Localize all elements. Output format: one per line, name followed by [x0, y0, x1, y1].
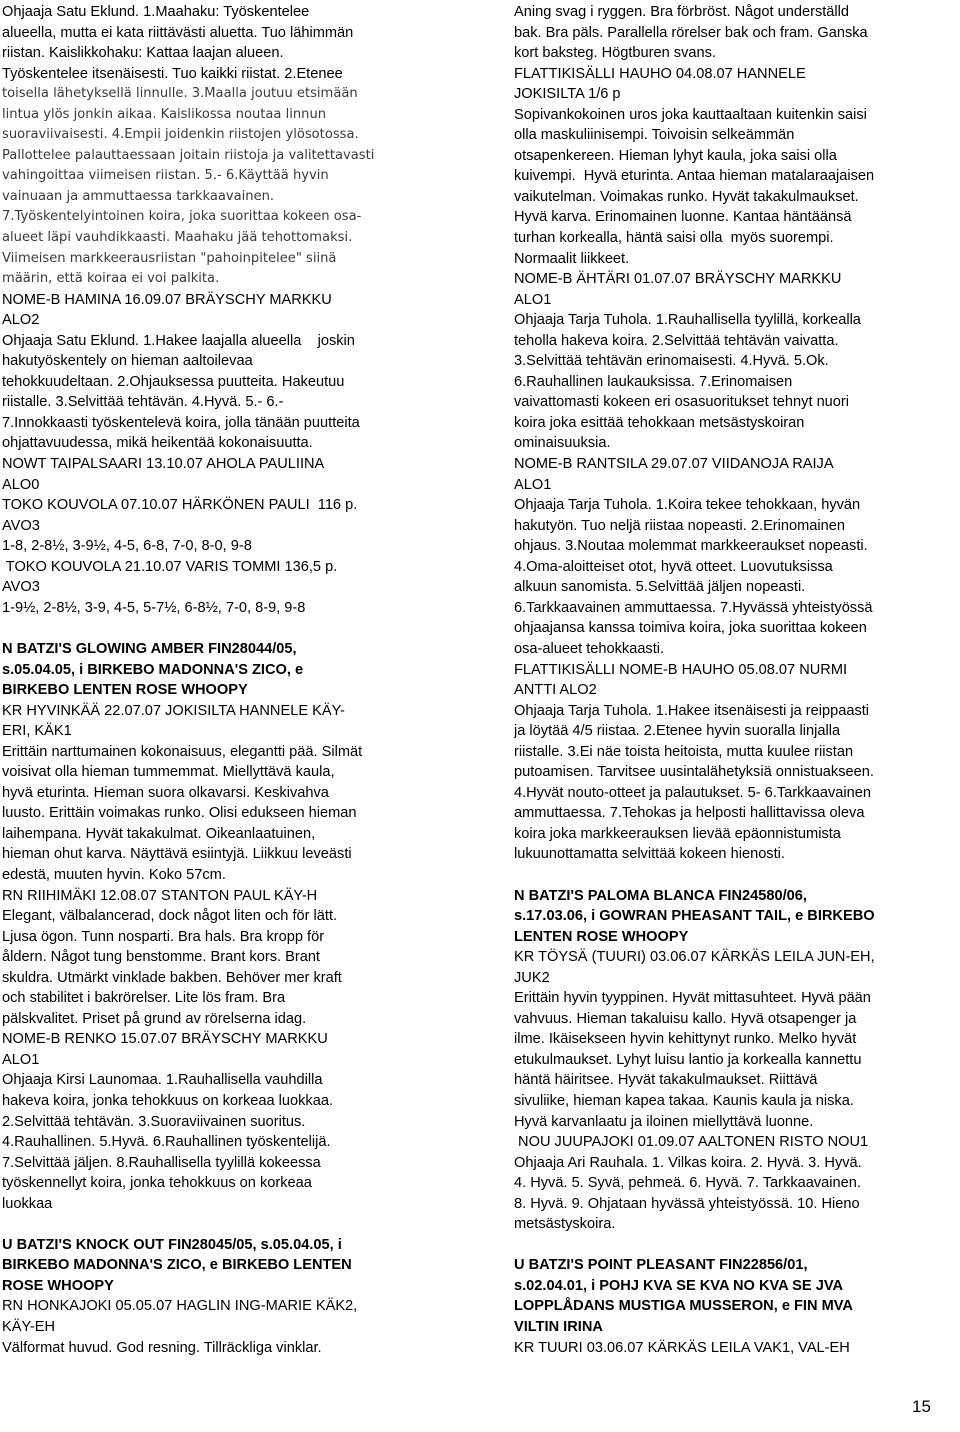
text-line: kuivempi. Hyvä eturinta. Antaa hieman matalaraajaisen — [514, 168, 875, 185]
text-line: ja löytää 4/5 riistaa. 2.Etenee hyvin suoralla linjalla — [514, 723, 841, 740]
text-line: riistalle. 3.Selvittää tehtävän. 4.Hyvä. 5.- 6.- — [2, 394, 284, 411]
text-line: åldern. Något tung benstomme. Brant kors. Brant — [2, 949, 320, 966]
text-line: KR HYVINKÄÄ 22.07.07 JOKISILTA HANNELE KÄY- — [2, 702, 345, 719]
text-line: työskennellyt koira, jonka tehokkuus on korkeaa — [2, 1175, 312, 1192]
text-line: 1-8, 2-8½, 3-9½, 4-5, 6-8, 7-0, 8-0, 9-8 — [2, 538, 252, 555]
text-line: Hyvä karva. Erinomainen luonne. Kantaa häntäänsä — [514, 209, 852, 226]
text-line: Viimeisen markkeerausriistan "pahoinpitelee" siinä — [2, 250, 337, 266]
text-line: riistan. Kaislikkohaku: Kattaa laajan alueen. — [2, 45, 284, 62]
text-line: 7.Selvittää jäljen. 8.Rauhallisella tyylillä kokeessa — [2, 1154, 321, 1171]
text-line: JUK2 — [514, 969, 550, 986]
text-line: 1-9½, 2-8½, 3-9, 4-5, 5-7½, 6-8½, 7-0, 8-9, 9-8 — [2, 599, 306, 616]
left-column — [2, 2, 454, 1358]
text-line: putoamisen. Tarvitsee uusintalähetyksiä onnistuakseen. — [514, 764, 874, 781]
text-line: KÄY-EH — [2, 1319, 55, 1335]
text-line: NOU JUUPAJOKI 01.09.07 AALTONEN RISTO NOU1 — [514, 1134, 869, 1151]
entry-heading-line: s.05.04.05, i BIRKEBO MADONNA'S ZICO, e — [2, 661, 304, 678]
entry-heading-line: BIRKEBO MADONNA'S ZICO, e BIRKEBO LENTEN — [2, 1257, 352, 1274]
text-line: voisivat olla hieman tummemmat. Miellyttävä kaula, — [2, 764, 335, 781]
text-line: 3.Selvittää tehtävän erinomaisesti. 4.Hyvä. 5.Ok. — [514, 353, 829, 370]
text-line: Ohjaaja Satu Eklund. 1.Hakee laajalla alueella joskin — [2, 332, 355, 349]
text-line: ALO0 — [2, 476, 40, 493]
text-line: vahingoittaa viimeisen riistan. 5.- 6.Käyttää hyvin — [2, 168, 329, 184]
paragraph-gap — [514, 1235, 960, 1256]
text-line: vahvuus. Hieman takaluisu kallo. Hyvä otsapenger ja — [514, 1010, 857, 1027]
text-line: hyvä eturinta. Hieman suora olkavarsi. Keskivahva — [2, 784, 329, 801]
text-line: otsapenkereen. Hieman lyhyt kaula, joka saisi olla — [514, 147, 837, 164]
text-line: FLATTIKISÄLLI NOME-B HAUHO 05.08.07 NURMI — [514, 661, 848, 678]
text-line: suoraviivaisesti. 4.Empii joidenkin riistojen ylösotossa. — [2, 127, 359, 143]
text-line: koira joka markkeerauksen lievää epäonnistumista — [514, 825, 841, 842]
entry-heading-line: LOPPLÅDANS MUSTIGA MUSSERON, e FIN MVA — [514, 1298, 853, 1315]
text-line: lintua ylös jonkin aikaa. Kaislikossa noutaa linnun — [2, 106, 327, 122]
text-line: kort baksteg. Högtburen svans. — [514, 45, 716, 62]
text-line: ALO1 — [514, 291, 552, 308]
text-line: osa-alueet tehokkaasti. — [514, 640, 665, 657]
text-line: ilme. Ikäisekseen hyvin kehittynyt runko. Melko hyvät — [514, 1031, 857, 1048]
text-line: hakutyöskentely on hieman aaltoilevaa — [2, 353, 253, 370]
text-line: Ohjaaja Ari Rauhala. 1. Vilkas koira. 2. Hyvä. 3. Hyvä. — [514, 1154, 862, 1171]
text-line: metsästyskoira. — [514, 1216, 616, 1233]
entry-heading-line: N BATZI'S GLOWING AMBER FIN28044/05, — [2, 640, 297, 657]
text-line: ammuttaessa. 7.Tehokas ja helposti hallittavissa oleva — [514, 805, 865, 822]
text-line: Aning svag i ryggen. Bra förbröst. Något underställd — [514, 4, 850, 20]
text-line: hieman ohut karva. Näyttävä esiintyjä. Liikkuu leveästi — [2, 846, 352, 863]
text-line: Ohjaaja Tarja Tuhola. 1.Koira tekee tehokkaan, hyvän — [514, 497, 861, 514]
text-line: 4. Hyvä. 5. Syvä, pehmeä. 6. Hyvä. 7. Tarkkaavainen. — [514, 1175, 861, 1192]
text-line: ERI, KÄK1 — [2, 723, 72, 740]
text-line: 7.Innokkaasti työskentelevä koira, jolla tänään puutteita — [2, 414, 360, 431]
entry-heading-line: U BATZI'S KNOCK OUT FIN28045/05, s.05.04.05, i — [2, 1236, 342, 1253]
text-line: och stabilitet i bakrörelser. Lite lös fram. Bra — [2, 990, 286, 1007]
text-line: luokkaa — [2, 1195, 53, 1212]
text-line: 7.Työskentelyintoinen koira, joka suorittaa kokeen osa- — [2, 209, 362, 225]
text-line: KR TUURI 03.06.07 KÄRKÄS LEILA VAK1, VAL-EH — [514, 1339, 850, 1356]
text-line: vaikutelman. Voimakas runko. Hyvät takakulmaukset. — [514, 188, 859, 205]
text-line: vaivattomasti kokeen eri osasuoritukset tehnyt nuori — [514, 394, 850, 411]
page-number: 15 — [912, 1397, 931, 1416]
text-line: Elegant, välbalancerad, dock något liten och för lätt. — [2, 908, 338, 925]
text-line: häntä häiritsee. Hyvät takakulmaukset. Riittävä — [514, 1072, 818, 1089]
text-line: NOME-B RANTSILA 29.07.07 VIIDANOJA RAIJA — [514, 456, 834, 473]
right-column — [514, 2, 960, 1358]
text-line: toisella lähetyksellä linnulle. 3.Maalla joutuu etsimään — [2, 86, 358, 102]
text-line: Hyvä karvanlaatu ja iloinen miellyttävä luonne. — [514, 1113, 814, 1130]
entry-heading-line: LENTEN ROSE WHOOPY — [514, 928, 689, 945]
text-line: NOME-B ÄHTÄRI 01.07.07 BRÄYSCHY MARKKU — [514, 271, 842, 288]
text-line: AVO3 — [2, 579, 40, 596]
text-line: vainuaan ja ammuttaessa tarkkaavainen. — [2, 188, 275, 204]
text-line: ANTTI ALO2 — [514, 682, 597, 699]
text-line: alkuun sanomista. 5.Selvittää jäljen nopeasti. — [514, 579, 806, 596]
text-line: pälskvalitet. Priset på grund av rörelserna idag. — [2, 1010, 307, 1027]
entry-heading-line: N BATZI'S PALOMA BLANCA FIN24580/06, — [514, 887, 807, 904]
entry-heading-line: ROSE WHOOPY — [2, 1277, 114, 1294]
text-line: KR TÖYSÄ (TUURI) 03.06.07 KÄRKÄS LEILA JUN-EH, — [514, 949, 875, 966]
text-line: NOME-B HAMINA 16.09.07 BRÄYSCHY MARKKU — [2, 291, 332, 308]
text-line: Erittäin hyvin tyyppinen. Hyvät mittasuhteet. Hyvä pään — [514, 990, 871, 1007]
text-line: lukuunottamatta selvittää kokeen hienosti. — [514, 846, 785, 863]
text-line: ominaisuuksia. — [514, 435, 611, 452]
text-line: RN HONKAJOKI 05.05.07 HAGLIN ING-MARIE KÄK2, — [2, 1298, 358, 1315]
text-line: NOME-B RENKO 15.07.07 BRÄYSCHY MARKKU — [2, 1031, 328, 1048]
text-line: tehokkuudeltaan. 2.Ohjauksessa puutteita. Hakeutuu — [2, 373, 345, 390]
text-line: ohjaus. 3.Noutaa molemmat markkeeraukset nopeasti. — [514, 538, 868, 555]
text-line: TOKO KOUVOLA 21.10.07 VARIS TOMMI 136,5 p. — [2, 558, 338, 575]
text-line: Erittäin narttumainen kokonaisuus, elegantti pää. Silmät — [2, 743, 363, 760]
text-line: RN RIIHIMÄKI 12.08.07 STANTON PAUL KÄY-H — [2, 887, 318, 904]
entry-heading-line: s.17.03.06, i GOWRAN PHEASANT TAIL, e BIRKEBO — [514, 908, 875, 925]
text-line: 4.Rauhallinen. 5.Hyvä. 6.Rauhallinen työskentelijä. — [2, 1134, 331, 1151]
text-line: ohjaajansa kanssa toimiva koira, joka suorittaa kokeen — [514, 620, 867, 637]
text-line: ALO1 — [514, 476, 552, 493]
text-line: määrin, että koiraa ei voi palkita. — [2, 271, 220, 287]
paragraph-gap — [2, 1214, 454, 1235]
paragraph-gap — [2, 618, 454, 639]
text-line: ALO1 — [2, 1051, 40, 1068]
text-line: sivuliike, hieman kapea takaa. Kaunis kaula ja niska. — [514, 1092, 854, 1109]
text-line: 2.Selvittää tehtävän. 3.Suoraviivainen suoritus. — [2, 1113, 306, 1130]
text-line: edestä, muuten hyvin. Koko 57cm. — [2, 866, 226, 883]
text-line: Ljusa ögon. Tunn nosparti. Bra hals. Bra kropp för — [2, 928, 325, 945]
text-line: Ohjaaja Tarja Tuhola. 1.Rauhallisella tyylillä, korkealla — [514, 312, 861, 329]
text-line: luusto. Erittäin voimakas runko. Olisi edukseen hieman — [2, 805, 357, 822]
text-line: hakeva koira, jonka tehokkuus on korkeaa luokkaa. — [2, 1092, 333, 1109]
text-line: ALO2 — [2, 312, 40, 329]
text-line: laihempana. Hyvät takakulmat. Oikeanlaatuinen, — [2, 825, 316, 842]
text-line: 6.Rauhallinen laukauksissa. 7.Erinomaisen — [514, 373, 793, 390]
entry-heading-line: BIRKEBO LENTEN ROSE WHOOPY — [2, 682, 248, 699]
text-line: alueella, mutta ei kata riittävästi aluetta. Tuo lähimmän — [2, 24, 354, 41]
text-line: Sopivankokoinen uros joka kauttaaltaan kuitenkin saisi — [514, 106, 867, 123]
text-line: Ohjaaja Satu Eklund. 1.Maahaku: Työskentelee — [2, 4, 310, 20]
text-line: teholla hakeva koira. 2.Selvittää tehtävän vaivatta. — [514, 332, 839, 349]
text-line: Välformat huvud. God resning. Tillräckliga vinklar. — [2, 1339, 322, 1356]
text-line: Pallottelee palauttaessaan joitain riistoja ja valitettavasti — [2, 147, 375, 163]
text-line: Normaalit liikkeet. — [514, 250, 630, 267]
text-line: skuldra. Utmärkt vinklade bakben. Behöver mer kraft — [2, 969, 342, 986]
text-line: Työskentelee itsenäisesti. Tuo kaikki riistat. 2.Etenee — [2, 65, 343, 82]
text-line: 4.Hyvät nouto-otteet ja palautukset. 5- 6.Tarkkaavainen — [514, 784, 871, 801]
text-line: NOWT TAIPALSAARI 13.10.07 AHOLA PAULIINA — [2, 456, 325, 473]
text-line: olla maskuliinisempi. Toivoisin selkeämmän — [514, 127, 795, 144]
text-line: FLATTIKISÄLLI HAUHO 04.08.07 HANNELE — [514, 65, 806, 82]
text-line: bak. Bra päls. Parallella rörelser bak och fram. Ganska — [514, 24, 868, 41]
text-line: Ohjaaja Tarja Tuhola. 1.Hakee itsenäisesti ja reippaasti — [514, 702, 870, 719]
text-line: alueet läpi vauhdikkaasti. Maahaku jää tehottomaksi. — [2, 230, 353, 246]
text-line: riistalle. 3.Ei näe toista heitoista, mutta kuulee riistan — [514, 743, 854, 760]
text-line: 4.Oma-aloitteiset otot, hyvä otteet. Luovutuksissa — [514, 558, 833, 575]
text-line: turhan korkealla, häntä saisi olla myös suorempi. — [514, 230, 834, 247]
text-line: JOKISILTA 1/6 p — [514, 86, 621, 103]
text-line: hakutyön. Tuo neljä riistaa nopeasti. 2.Erinomainen — [514, 517, 845, 534]
text-line: 8. Hyvä. 9. Ohjataan hyvässä yhteistyössä. 10. Hieno — [514, 1195, 860, 1212]
text-line: etukulmaukset. Lyhyt luisu lantio ja korkealla kannettu — [514, 1051, 862, 1068]
paragraph-gap — [514, 865, 960, 886]
entry-heading-line: VILTIN IRINA — [514, 1319, 603, 1335]
entry-heading-line: U BATZI'S POINT PLEASANT FIN22856/01, — [514, 1257, 808, 1274]
entry-heading-line: s.02.04.01, i POHJ KVA SE KVA NO KVA SE JVA — [514, 1277, 844, 1294]
text-line: ohjattavuudessa, mikä heikentää kokonaisuutta. — [2, 435, 313, 452]
text-line: koira joka esittää tehokkaan metsästyskoiran — [514, 414, 805, 431]
text-line: TOKO KOUVOLA 07.10.07 HÄRKÖNEN PAULI 116 p. — [2, 497, 358, 514]
text-line: 6.Tarkkaavainen ammuttaessa. 7.Hyvässä yhteistyössä — [514, 599, 873, 616]
text-line: AVO3 — [2, 517, 40, 534]
text-line: Ohjaaja Kirsi Launomaa. 1.Rauhallisella vauhdilla — [2, 1072, 323, 1089]
